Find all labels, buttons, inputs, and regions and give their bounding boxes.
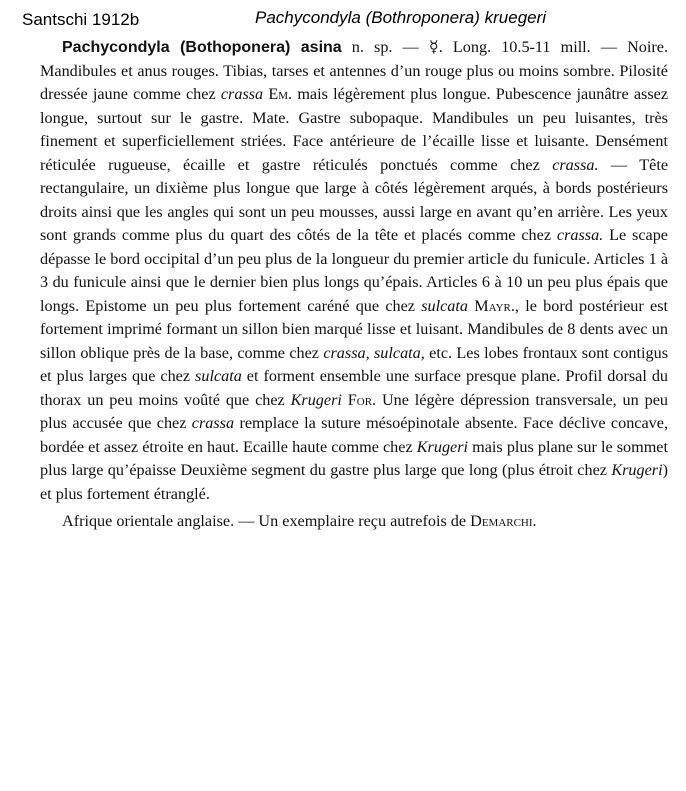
author-name: Demarchi.: [470, 512, 537, 530]
text-run: — Tête rectangulaire, un dixième plus longue que large à côtés légèrement arqués, à bords postérieurs droits ainsi que les angles qui sont un peu mousses, aussi large en avant qu’en arrière. Les yeux sont grands comme plus du quart des côtés de la tête et placés comme chez: [40, 155, 668, 244]
distribution-paragraph: [40, 510, 668, 534]
italic-taxon-name: Krugeri: [611, 461, 663, 479]
author-name: Em.: [268, 85, 293, 103]
author-name: Mayr.: [474, 296, 515, 315]
species-title: Pachycondyla (Bothoponera) asina: [62, 39, 342, 56]
italic-taxon-name: Krugeri: [290, 390, 342, 409]
distribution-text: [62, 512, 537, 530]
italic-taxon-name: sulcata: [421, 296, 468, 315]
citation-header: Santschi 1912b: [22, 10, 140, 29]
italic-taxon-name: crassa: [191, 414, 235, 432]
description-text: [40, 38, 668, 503]
body-text: [40, 36, 668, 534]
text-run: n. sp. — ☿. Long. 10.5-11 mill. — Noire. Mandibules et anus rouges. Tibias, tarses et antennes d’un rouge plus ou moins sombre. Pilosité dressée jaune comme chez: [40, 38, 669, 103]
italic-taxon-name: crassa, sulcata,: [323, 343, 425, 362]
italic-taxon-name: crassa.: [556, 226, 604, 244]
text-run: ) et plus fortement étranglé.: [40, 461, 668, 503]
text-run: , le bord postérieur est fortement imprimé formant un sillon bien marqué lisse et luisant. Mandibules de 8 dents avec un sillon oblique près de la base, comme chez: [40, 296, 669, 362]
italic-taxon-name: sulcata: [195, 367, 242, 385]
text-run: Le scape dépasse le bord occipital d’un peu plus de la longueur du premier article du funicule. Articles 1 à 3 du funicule ainsi que le dernier bien plus longs qu’épais. Articles 6 à 10 un peu plus épais que longs. Epistome un peu plus fortement caréné que chez: [40, 226, 668, 315]
italic-taxon-name: crassa: [220, 85, 264, 103]
text-run: Afrique orientale anglaise. — Un exemplaire reçu autrefois de: [62, 512, 471, 530]
text-run: etc. Les lobes frontaux sont contigus et plus larges que chez: [40, 343, 668, 385]
description-paragraph: [40, 36, 668, 506]
text-run: mais légèrement plus longue. Pubescence jaunâtre assez longue, surtout sur le gastre. Mate. Gastre subopaque. Mandibules un peu luisantes, très finement et superficiellement striées. Face antérieure de l’écaille lisse et luisante. Densément réticulée rugueuse, écaille et gastre réticulés ponctués comme chez: [40, 85, 669, 174]
italic-taxon-name: crassa.: [552, 155, 599, 174]
taxon-header: Pachycondyla (Bothroponera) kruegeri: [255, 8, 547, 27]
text-run: et forment ensemble une surface presque plane. Profil dorsal du thorax un peu moins voûté que chez: [40, 367, 669, 409]
text-run: Une légère dépression transversale, un peu plus accusée que chez: [40, 390, 668, 432]
author-name: For.: [347, 390, 377, 409]
italic-taxon-name: Krugeri: [416, 437, 469, 456]
text-run: remplace la suture mésoépinotale absente. Face déclive concave, bordée et assez étroite en haut. Ecaille haute comme chez: [40, 414, 669, 456]
text-run: mais plus plane sur le sommet plus large qu’épaisse Deuxième segment du gastre plus large que long (plus étroit chez: [40, 437, 668, 479]
